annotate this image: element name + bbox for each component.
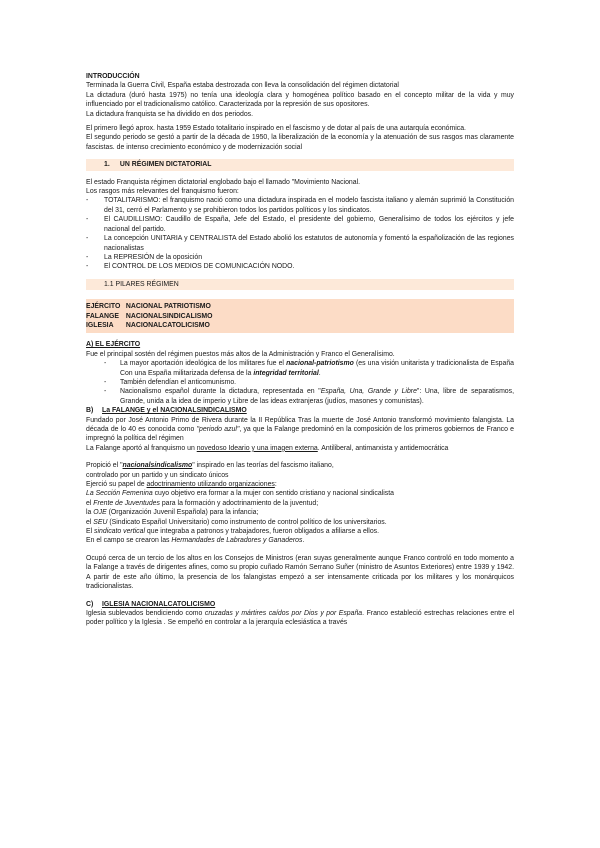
- pillar-name: FALANGE: [86, 312, 119, 320]
- falange-para-1: Fundado por José Antonio Primo de Rivera durante la II República Tras la muerte de José Antonio transformó movimiento falangista. La década de lo 40 es conocida como "periodo azul", ya que la Falange predominó en la composición de los primeros gobiernos de Franco e impregnó la política del régimen: [86, 416, 514, 443]
- features-list: [86, 196, 514, 271]
- section-1-line-2: Los rasgos más relevantes del franquismo fueron:: [86, 188, 239, 196]
- pillar-name: IGLESIA: [86, 321, 114, 329]
- intro-line-3: La dictadura franquista se ha dividido en dos periodos.: [86, 110, 254, 118]
- pillars-table: [86, 299, 514, 333]
- pillar-row: [86, 312, 514, 321]
- list-item: - TOTALITARISMO: el franquismo nació como una dictadura inspirada en el modelo fascista italiano y alemán suprimió la Constitución del 31, cerró el Parlamento y se prohibieron todos los partidos políticos y los sindicatos.: [86, 196, 514, 215]
- pillar-value: NACIONALCATOLICISMO: [125, 321, 210, 329]
- intro-period-2: El segundo periodo se gestó a partir de la década de 1950, la liberalización de la economía y la atenuación de sus rasgos mas claramente fascistas. de intenso crecimiento económico y de modernización social: [86, 134, 514, 151]
- section-1-number: 1.: [104, 161, 110, 169]
- iglesia-para-1: Iglesia sublevados bendiciendo como cruzadas y mártires caídos por Dios y por España. Franco estableció estrechas relaciones entre el poder político y la Iglesia . Se empeñó en controlar a la jerarquía eclesiástica a través: [86, 609, 514, 627]
- falange-line-5: Ejerció su papel de adoctrinamiento utilizando organizaciones:: [86, 481, 277, 489]
- ejercito-line-1: Fue el principal sostén del régimen puestos más altos de la Administración y Franco el Generalísimo.: [86, 350, 395, 358]
- intro-title: INTRODUCCIÓN: [86, 73, 140, 80]
- falange-line-9: el SEU (Sindicato Español Universitario) como instrumento de control político de los universitarios.: [86, 518, 387, 526]
- falange-line-10: El sindicato vertical que integraba a patronos y trabajadores, fueron obligados a afiliarse a ellos.: [86, 528, 380, 536]
- pillar-row: [86, 321, 514, 330]
- intro-line-2: La dictadura (duró hasta 1975) no tenía una ideología clara y homogénea político basado en el concepto militar de la vida y muy influenciado por el tradicionalismo católico. Caracterizada por la represión de sus opositores.: [86, 91, 514, 109]
- falange-para-12: Ocupó cerca de un tercio de los altos en los Consejos de Ministros (eran suyas generalmente aunque Franco controló en todo momento a la Falange a través de dirigentes afines, como su propio cuñado Ramón Serrano Suñer (ministro de Asuntos Exteriores) entre 1939 y 1942. A partir de este año último, la presencia de los falangistas empezó a ser intensamente criticada por los militares y los monárquicos tradicionalistas.: [86, 554, 514, 591]
- section-1-heading: [86, 159, 514, 170]
- falange-heading: B) La FALANGE y el NACIONALSINDICALISMO: [86, 407, 247, 415]
- intro-period-1: El primero llegó aprox. hasta 1959 Estado totalitario inspirado en el fascismo y de dotar al país de una autarquía económica.: [86, 125, 466, 133]
- section-1-1-number: 1.1: [104, 280, 114, 288]
- falange-line-11: En el campo se crearon las Hermandades de Labradores y Ganaderos.: [86, 537, 305, 545]
- falange-line-6: La Sección Femenina cuyo objetivo era formar a la mujer con sentido cristiano y nacional sindicalista: [86, 490, 394, 498]
- list-item: - La concepción UNITARIA y CENTRALISTA del Estado abolió los estatutos de autonomía y fomentó la españolización de las regiones nacionalistas: [86, 234, 514, 253]
- intro-line-1: Terminada la Guerra Civil, España estaba destrozada con lleva la consolidación del régimen dictatorial: [86, 82, 399, 90]
- falange-line-8: la OJE (Organización Juvenil Española) para la infancia;: [86, 509, 259, 517]
- falange-line-7: el Frente de Juventudes para la formación y adoctrinamiento de la juventud;: [86, 499, 319, 507]
- list-item: - La REPRESIÓN de la oposición: [86, 253, 514, 262]
- falange-line-3: Propició el "nacionalsindicalismo" inspirado en las teorías del fascismo italiano,: [86, 462, 334, 470]
- list-item: - El CAUDILLISMO: Caudillo de España, Jefe del Estado, el presidente del gobierno, Generalísimo de todos los ejércitos y jefe nacional del partido.: [86, 215, 514, 234]
- pillar-value: NACIONALSINDICALISMO: [125, 312, 213, 320]
- pillar-row: [86, 302, 514, 311]
- list-item: - Nacionalismo español durante la dictadura, representada en "España, Una, Grande y Libre": Una, libre de separatismos, Grande, unida a la idea de imperio y Libre de las ideas extranjeras (judíos, masones y comunistas).: [86, 387, 514, 406]
- list-item: - También defendían el anticomunismo.: [86, 378, 514, 387]
- section-1-1-heading: [86, 279, 514, 290]
- pillar-name: EJÉRCITO: [86, 303, 121, 311]
- list-item: - El CONTROL DE LOS MEDIOS DE COMUNICACIÓN NODO.: [86, 262, 514, 271]
- document-body: [86, 72, 514, 628]
- ejercito-list: [86, 359, 514, 406]
- falange-line-4: controlado por un partido y un sindicato únicos: [86, 471, 229, 479]
- falange-para-2: La Falange aportó al franquismo un novedoso Ideario y una imagen externa. Antiliberal, antimarxista y antidemocrática: [86, 444, 449, 452]
- pillar-value: NACIONAL PATRIOTISMO: [125, 303, 211, 311]
- ejercito-heading: A) EL EJÉRCITO: [86, 341, 141, 349]
- section-1-line-1: El estado Franquista régimen dictatorial englobado bajo el llamado "Movimiento Nacional.: [86, 178, 361, 186]
- section-1-1-title: PILARES RÉGIMEN: [115, 280, 179, 288]
- iglesia-heading: C) IGLESIA NACIONALCATOLICISMO: [86, 600, 216, 608]
- section-1-title: UN RÉGIMEN DICTATORIAL: [119, 161, 212, 169]
- list-item: - La mayor aportación ideológica de los militares fue el nacional-patriotismo (es una visión unitarista y tradicionalista de España Con una España militarizada defensa de la integridad territorial.: [86, 359, 514, 378]
